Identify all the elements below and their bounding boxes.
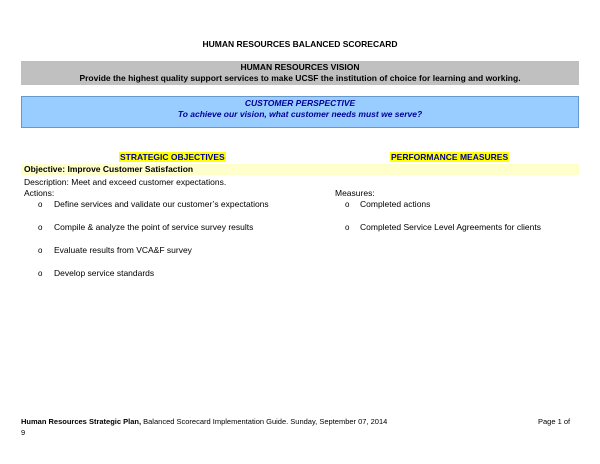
vision-box	[21, 61, 579, 85]
list-bullet-icon: o	[38, 200, 43, 209]
vision-heading: HUMAN RESOURCES VISION	[240, 62, 360, 72]
list-bullet-icon: o	[38, 246, 43, 255]
measures-label: Measures:	[335, 188, 375, 198]
action-item: Evaluate results from VCA&F survey	[54, 245, 192, 255]
footer-page-number: Page 1 of	[538, 417, 571, 426]
actions-label: Actions:	[24, 188, 55, 198]
performance-measures-header: PERFORMANCE MEASURES	[391, 152, 509, 162]
list-bullet-icon: o	[345, 200, 350, 209]
list-bullet-icon: o	[38, 223, 43, 232]
footer-doc-title: Human Resources Strategic Plan,	[21, 417, 142, 426]
perspective-question: To achieve our vision, what customer needs must we serve?	[177, 109, 423, 119]
list-bullet-icon: o	[345, 223, 350, 232]
action-item: Define services and validate our customer’s expectations	[54, 199, 269, 209]
strategic-objectives-header: STRATEGIC OBJECTIVES	[120, 152, 225, 162]
measure-item: Completed actions	[360, 199, 431, 209]
page-title: HUMAN RESOURCES BALANCED SCORECARD	[202, 39, 398, 49]
action-item: Develop service standards	[54, 268, 155, 278]
measure-item: Completed Service Level Agreements for clients	[360, 222, 541, 232]
objective-description: Description: Meet and exceed customer expectations.	[24, 177, 227, 187]
vision-text: Provide the highest quality support services to make UCSF the institution of choice for learning and working.	[79, 73, 521, 83]
action-item: Compile & analyze the point of service survey results	[54, 222, 254, 232]
footer-document-info	[21, 417, 387, 427]
footer-doc-details: Balanced Scorecard Implementation Guide. Sunday, September 07, 2014	[141, 417, 388, 426]
perspective-heading: CUSTOMER PERSPECTIVE	[244, 98, 356, 108]
customer-perspective-box	[21, 96, 579, 128]
footer-page-total: 9	[21, 428, 26, 437]
list-bullet-icon: o	[38, 269, 43, 278]
objective-label: Objective: Improve Customer Satisfaction	[21, 164, 579, 175]
